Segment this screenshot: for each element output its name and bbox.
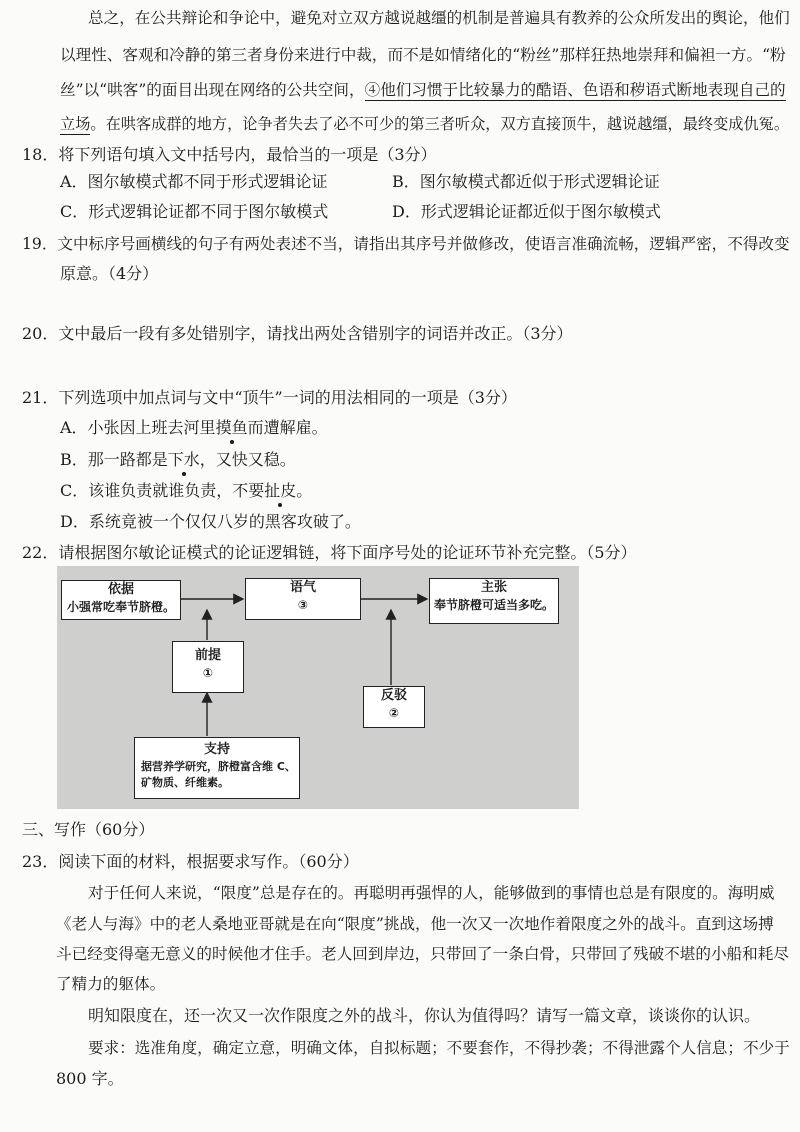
q21-stem: 21．下列选项中加点词与文中“顶牛”一词的用法相同的一项是（3分） [22,388,517,407]
q18-option-b: B．图尔敏模式都近似于形式逻辑论证 [392,172,660,191]
box-text: 小强常吃奉节脐橙。 [66,600,175,614]
q23-stem: 23．阅读下面的材料，根据要求写作。（60分） [22,852,359,871]
option-text: 。 [296,481,313,500]
option-text: A．小张因上班去河里 [60,418,216,437]
q18-option-d: D．形式逻辑论证都近似于图尔敏模式 [392,202,661,221]
box-title: 前提 [194,648,221,663]
toulmin-diagram [57,566,579,809]
box-text: ① [202,666,214,680]
box-warrant [172,641,244,693]
passage-text: 。在哄客成群的地方，论争者失去了必不可少的第三者听众，双方直接顶牛，越说越缰，最终变成仇冤。 [90,115,789,133]
option-text: B．那一路都是 [60,450,168,469]
option-text: C．该谁负责就谁负责，不要 [60,481,265,500]
option-text: ，又快又稳。 [199,450,296,469]
section-3-title: 三、写作（60分） [22,820,155,839]
q21-option-d: D．系统竟被一个仅仅八岁的黑客攻破了。 [60,512,361,531]
box-text: 据营养学研究，脐橙富含维 C、 [141,760,296,773]
q21-option-a [60,418,328,438]
q23-requirements-cont: 800 字。 [56,1069,124,1088]
box-backing [134,737,300,799]
q22-stem: 22．请根据图尔敏论证模式的论证逻辑链，将下面序号处的论证环节补充完整。（5分） [22,543,637,562]
box-title: 反驳 [380,688,407,703]
q19-stem-cont: 原意。（4分） [60,264,159,283]
q18-option-a: A．图尔敏模式都不同于形式逻辑论证 [60,172,328,191]
underlined-sentence-4: ④他们习惯于比较暴力的酷语、色语和秽语式断地表现自己的 [364,81,786,99]
box-qualifier [245,578,361,620]
passage-line [60,114,789,134]
q23-material-line: 《老人与海》中的老人桑地亚哥就是在向“限度”挑战，他一次又一次地作着限度之外的战斗。直到这场搏 [56,915,774,933]
dotted-word: 下水 [167,450,200,469]
q18-stem: 18．将下列语句填入文中括号内，最恰当的一项是（3分） [22,145,437,164]
box-title: 主张 [480,580,507,595]
q20-stem: 20．文中最后一段有多处错别字，请找出两处含错别字的词语并改正。（3分） [22,324,573,343]
passage-line [60,80,786,100]
q21-option-b [60,450,296,470]
q23-prompt: 明知限度在，还一次又一次作限度之外的战斗，你认为值得吗？请写一篇文章，谈谈你的认识。 [88,1006,761,1025]
box-title: 依据 [107,582,134,597]
dotted-word: 摸鱼 [215,418,248,437]
box-text: ③ [297,598,309,612]
q23-material-line: 对于任何人来说，“限度”总是存在的。再聪明再强悍的人，能够做到的事情也总是有限度的。海明威 [88,884,775,902]
q23-material-line: 了精力的躯体。 [56,975,166,993]
box-title: 语气 [289,580,316,595]
box-text: 奉节脐橙可适当多吃。 [433,598,554,612]
box-claim [429,578,559,624]
q23-material-line: 斗已经变得毫无意义的时候他才住手。老人回到岸边，只带回了一条白骨，只带回了残破不堪的小船和耗尽 [56,945,789,963]
q18-option-c: C．形式逻辑论证都不同于图尔敏模式 [60,202,329,221]
passage-line: 以理性、客观和冷静的第三者身份来进行中裁，而不是如情绪化的“粉丝”那样狂热地崇拜和偏袒一方。“粉 [60,46,786,64]
passage-text: 丝”以“哄客”的面目出现在网络的公共空间， [60,81,365,99]
option-text: 而遭解雇。 [247,418,328,437]
q19-stem: 19．文中标序号画横线的句子有两处表述不当，请指出其序号并做修改，使语言准确流畅，逻辑严密，不得改变 [22,235,790,253]
q23-requirements: 要求：选准角度，确定立意，明确文体，自拟标题；不要套作，不得抄袭；不得泄露个人信息；不少于 [88,1039,790,1057]
box-grounds [61,580,181,620]
box-text: ② [388,706,400,720]
box-title: 支持 [203,742,230,757]
underlined-sentence-4-end: 立场 [60,115,91,133]
box-text: 矿物质、纤维素。 [141,776,229,789]
q21-option-c [60,481,312,501]
box-rebuttal [363,686,425,728]
passage-line: 总之，在公共辩论和争论中，避免对立双方越说越缰的机制是普遍具有教养的公众所发出的舆论，他们 [88,9,790,27]
dotted-word: 扯皮 [264,481,297,500]
